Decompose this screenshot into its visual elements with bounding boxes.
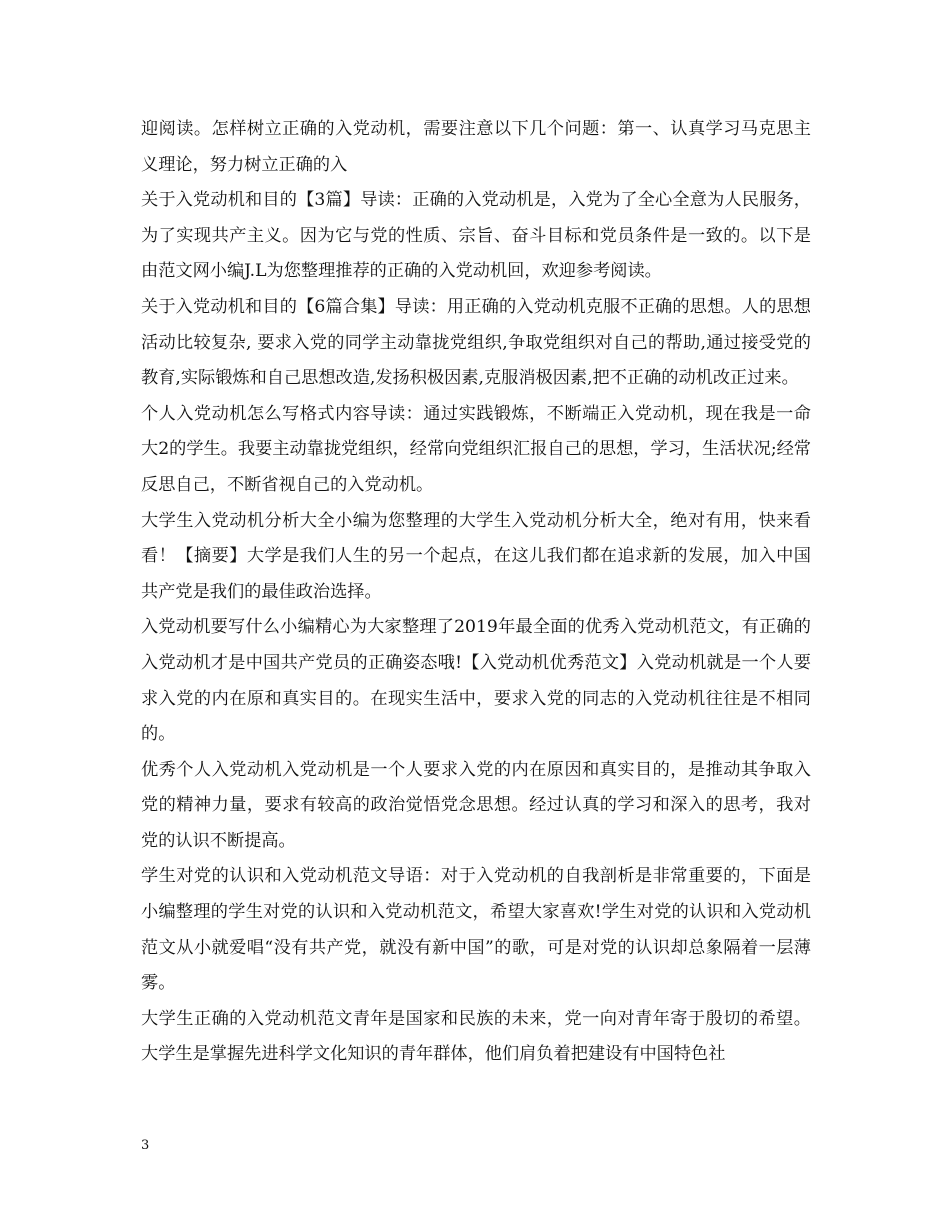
page-number: 3 (141, 1138, 150, 1153)
body-text (141, 112, 811, 1073)
paragraph: 大学生入党动机分析大全小编为您整理的大学生入党动机分析大全，绝对有用，快来看看！【摘要】大学是我们人生的另一个起点，在这儿我们都在追求新的发展，加入中国共产党是我们的最佳政治选择。 (141, 510, 811, 602)
paragraph: 优秀个人入党动机入党动机是一个人要求入党的内在原因和真实目的，是推动其争取入党的精神力量，要求有较高的政治觉悟党念思想。经过认真的学习和深入的思考，我对党的认识不断提高。 (141, 759, 811, 851)
paragraph: 关于入党动机和目的【3篇】导读：正确的入党动机是，入党为了全心全意为人民服务，为了实现共产主义。因为它与党的性质、宗旨、奋斗目标和党员条件是一致的。以下是由范文网小编J.L为您整理推荐的正确的入党动机回，欢迎参考阅读。 (141, 190, 811, 282)
paragraph: 入党动机要写什么小编精心为大家整理了2019年最全面的优秀入党动机范文，有正确的入党动机才是中国共产党员的正确姿态哦!【入党动机优秀范文】入党动机就是一个人要求入党的内在原和真实目的。在现实生活中，要求入党的同志的入党动机往往是不相同的。 (141, 617, 811, 745)
paragraph: 大学生正确的入党动机范文青年是国家和民族的未来，党一向对青年寄于殷切的希望。大学生是掌握先进科学文化知识的青年群体，他们肩负着把建设有中国特色社 (141, 1008, 811, 1065)
paragraph: 学生对党的认识和入党动机范文导语：对于入党动机的自我剖析是非常重要的，下面是小编整理的学生对党的认识和入党动机范文，希望大家喜欢!学生对党的认识和入党动机范文从小就爱唱“没有共产党，就没有新中国”的歌，可是对党的认识却总象隔着一层薄雾。 (141, 866, 811, 994)
paragraph: 关于入党动机和目的【6篇合集】导读：用正确的入党动机克服不正确的思想。人的思想活动比较复杂, 要求入党的同学主动靠拢党组织,争取党组织对自己的帮助,通过接受党的教育,实际锻炼和自己思想改造,发扬积极因素,克服消极因素,把不正确的动机改正过来。 (141, 296, 811, 389)
paragraph: 个人入党动机怎么写格式内容导读：通过实践锻炼，不断端正入党动机，现在我是一命大2的学生。我要主动靠拢党组织，经常向党组织汇报自己的思想，学习，生活状况;经常反思自己，不断省视自己的入党动机。 (141, 403, 811, 495)
paragraph: 迎阅读。怎样树立正确的入党动机，需要注意以下几个问题：第一、认真学习马克思主义理论，努力树立正确的入 (141, 119, 811, 175)
